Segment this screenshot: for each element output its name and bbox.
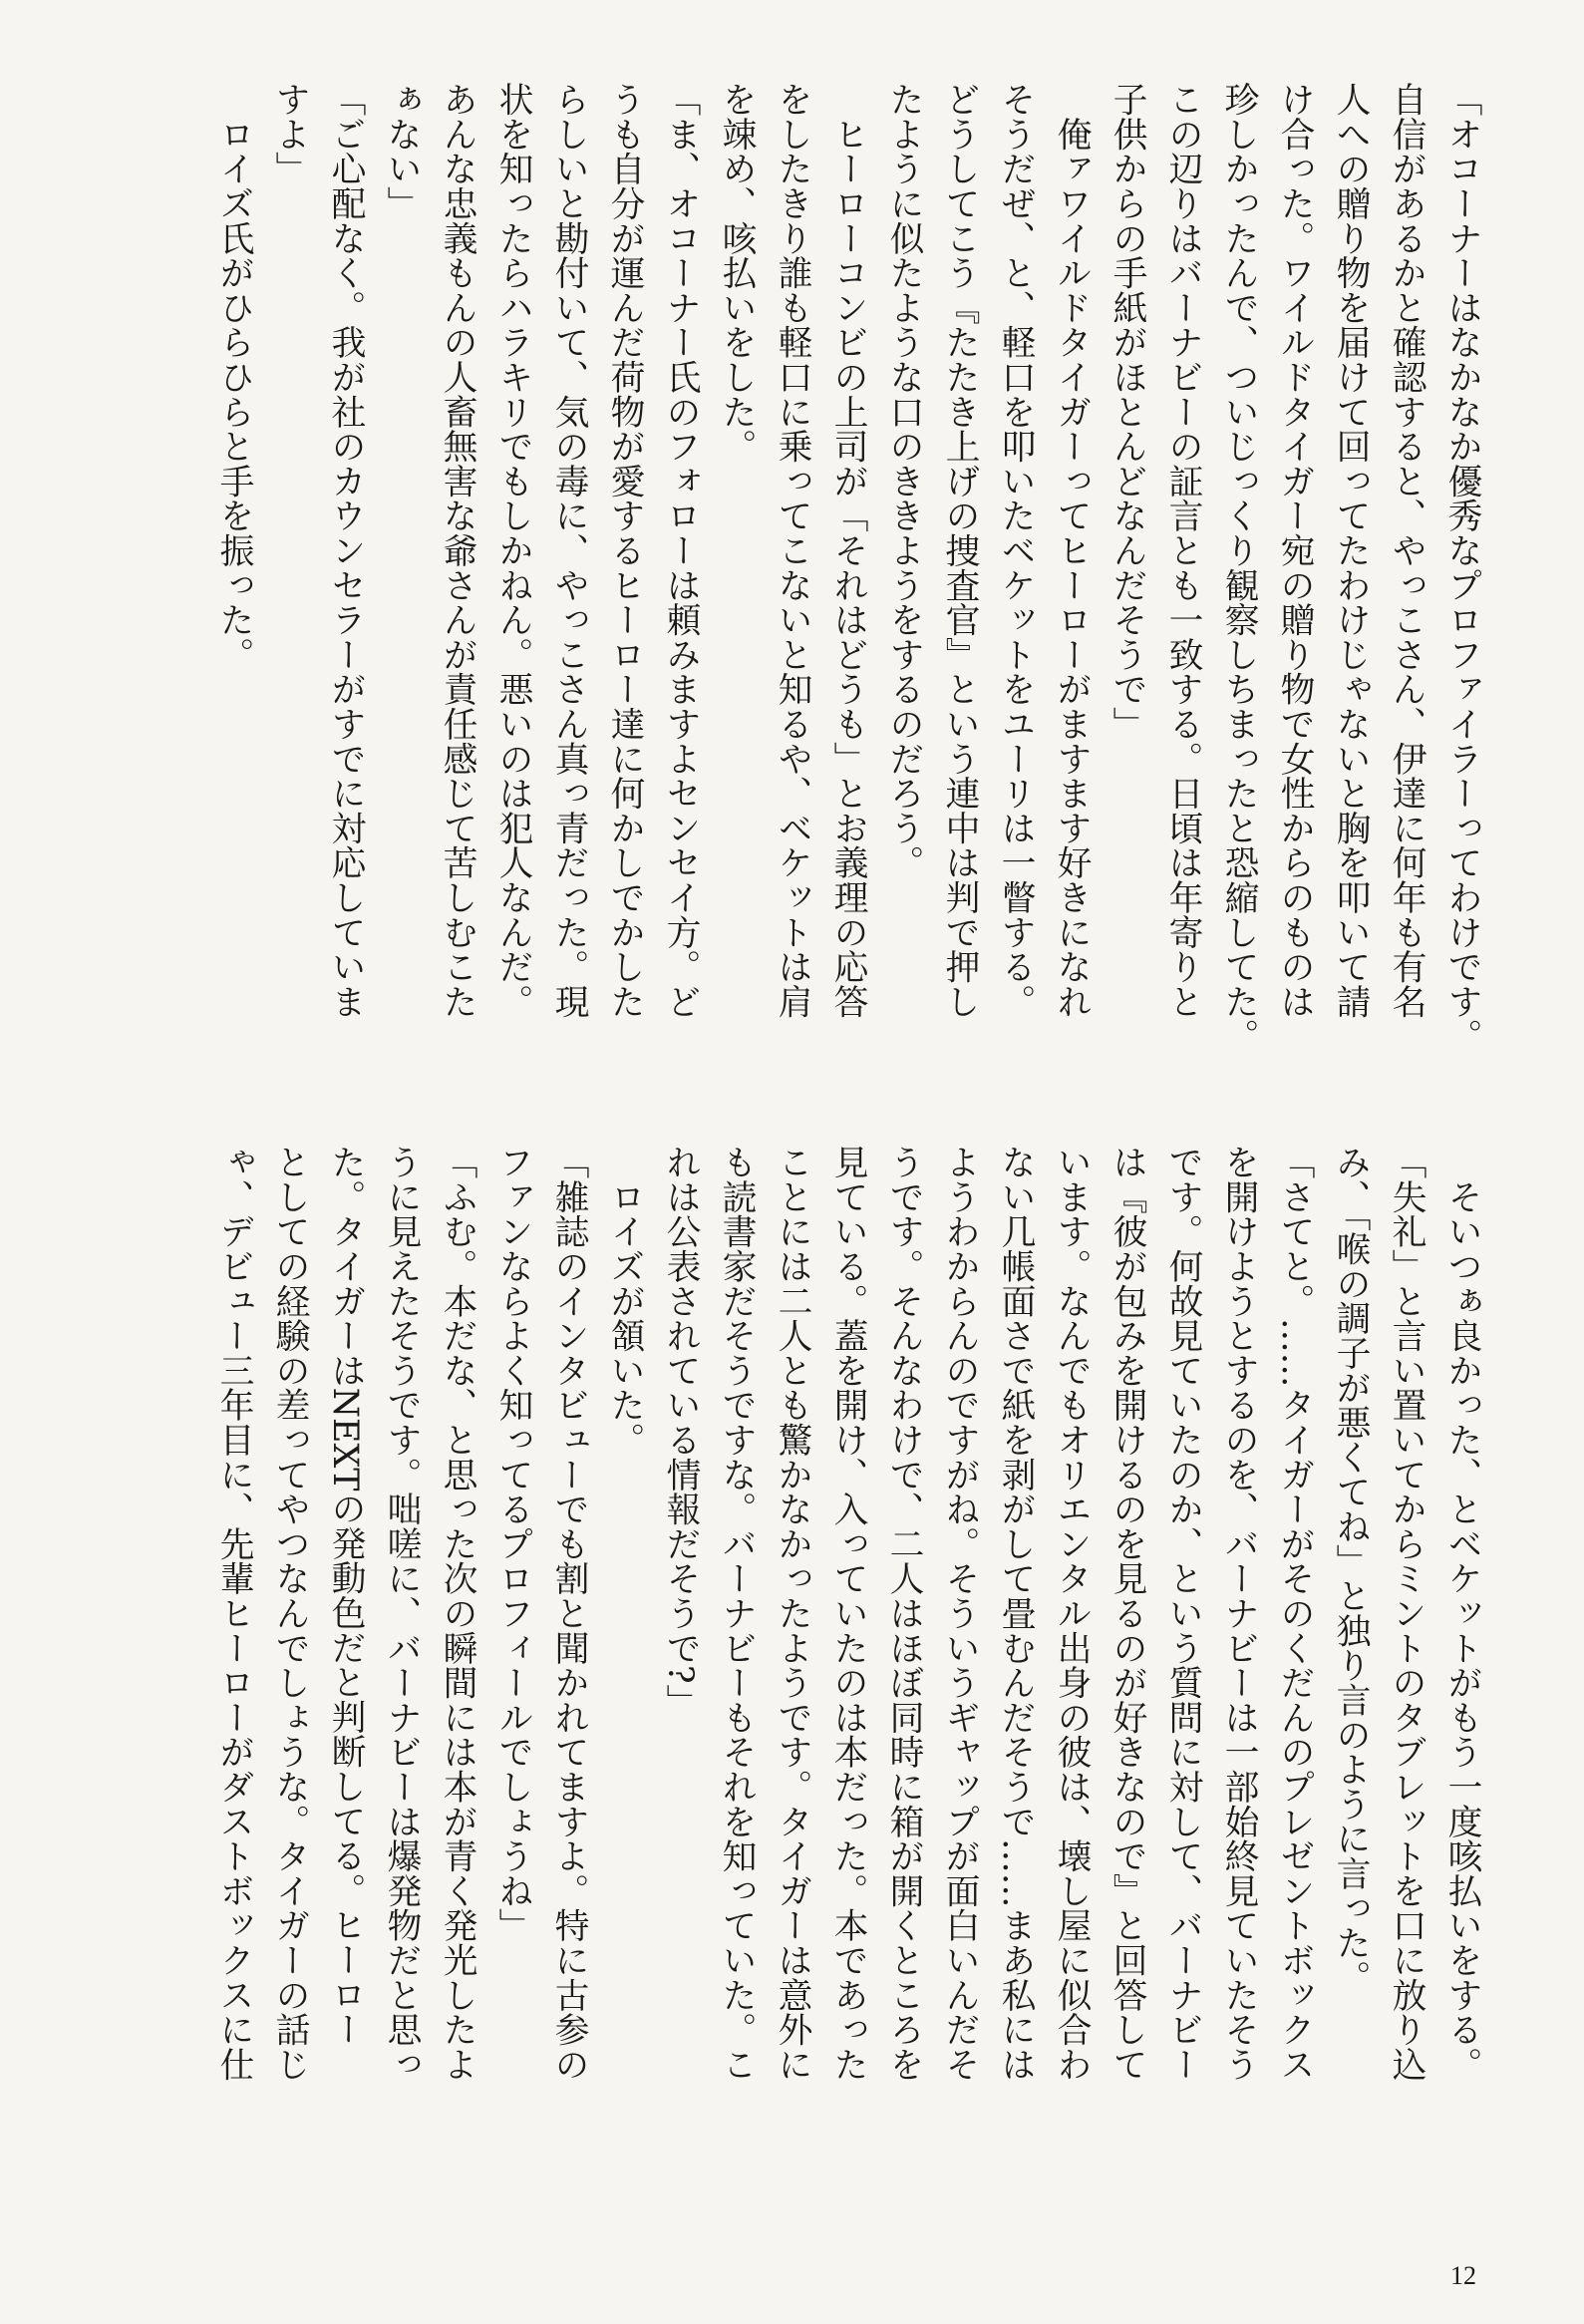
- text-line: ぁない」: [381, 82, 421, 221]
- text-line: ヒーローコンビの上司が「それはどうも」とお義理の応答: [827, 82, 867, 1019]
- text-line: この辺りはバーナビーの証言とも一致する。日頃は年寄りと: [1162, 82, 1202, 1019]
- text-line: です。何故見ていたのか、という質問に対して、バーナビー: [1162, 1145, 1202, 2082]
- text-line: み、「喉の調子が悪くてね」と独り言のように言った。: [1330, 1145, 1370, 1995]
- text-line: ようわからんのですがね。そういうギャップが面白いんだそ: [939, 1145, 979, 2082]
- page-number: 12: [1450, 2261, 1476, 2290]
- text-line: たように似たような口のききようをするのだろう。: [883, 82, 923, 880]
- text-line: 「ご心配なく。我が社のカウンセラーがすでに対応していま: [325, 82, 365, 1019]
- text-line: 人への贈り物を届けて回ってたわけじゃないと胸を叩いて請: [1330, 82, 1370, 1019]
- text-line: 「オコーナーはなかなか優秀なプロファイラーってわけです。: [1441, 82, 1481, 1054]
- text-line: をしたきり誰も軽口に乗ってこないと知るや、ベケットは肩: [772, 82, 811, 1019]
- text-line: 「雑誌のインタビューでも割と聞かれてますよ。特に古参の: [548, 1145, 588, 2082]
- text-line: らしいと勘付いて、気の毒に、やっこさん真っ青だった。現: [548, 82, 588, 1019]
- text-line: 「ま、オコーナー氏のフォローは頼みますよセンセイ方。ど: [660, 82, 700, 1019]
- text-line: 俺ァワイルドタイガーってヒーローがますます好きになれ: [1051, 82, 1091, 1019]
- text-line: ない几帳面さで紙を剥がして畳むんだそうで……まあ私には: [995, 1145, 1035, 2082]
- text-line: 見ている。蓋を開け、入っていたのは本だった。本であった: [827, 1145, 867, 2082]
- text-line: 自信があるかと確認すると、やっこさん、伊達に何年も有名: [1386, 82, 1426, 1019]
- text-line: ロイズ氏がひらひらと手を振った。: [213, 82, 253, 672]
- text-line: うに見えたそうです。咄嗟に、バーナビーは爆発物だと思っ: [381, 1145, 421, 2082]
- text-line: た。タイガーはNEXTの発動色だと判断してる。ヒーロー: [325, 1145, 365, 2047]
- text-line: は『彼が包みを開けるのを見るのが好きなので』と回答して: [1107, 1145, 1146, 2082]
- text-line: どうしてこう『たたき上げの捜査官』という連中は判で押し: [939, 82, 979, 1019]
- upper-text-block: [189, 82, 1485, 1137]
- text-line: そうだぜ、と、軽口を叩いたベケットをユーリは一瞥する。: [995, 82, 1035, 1019]
- lower-text-block: [189, 1145, 1485, 2251]
- text-line: 状を知ったらハラキリでもしかねん。悪いのは犯人なんだ。: [492, 82, 532, 1019]
- text-line: を開けようとするのを、バーナビーは一部始終見ていたそう: [1218, 1145, 1258, 2082]
- text-line: ファンならよく知ってるプロフィールでしょうね」: [492, 1145, 532, 1943]
- text-line: います。なんでもオリエンタル出身の彼は、壊し屋に似合わ: [1051, 1145, 1091, 2082]
- text-line: 「失礼」と言い置いてからミントのタブレットを口に放り込: [1386, 1145, 1426, 2082]
- text-line: すよ」: [269, 82, 309, 186]
- text-line: 子供からの手紙がほとんどなんだそうで」: [1107, 82, 1146, 742]
- text-line: あんな忠義もんの人畜無害な爺さんが責任感じて苦しむこた: [437, 82, 476, 1019]
- text-line: れは公表されている情報だそうで?」: [660, 1145, 700, 1719]
- text-line: ロイズが頷いた。: [604, 1145, 644, 1458]
- text-line: 「さてと。……タイガーがそのくだんのプレゼントボックス: [1274, 1145, 1314, 2082]
- text-line: ゃ、デビュー三年目に、先輩ヒーローがダストボックスに仕: [213, 1145, 253, 2082]
- text-line: うも自分が運んだ荷物が愛するヒーロー達に何かしでかした: [604, 82, 644, 1019]
- text-line: としての経験の差ってやつなんでしょうな。タイガーの話じ: [269, 1145, 309, 2082]
- text-line: を竦め、咳払いをした。: [716, 82, 756, 464]
- text-line: うです。そんなわけで、二人はほぼ同時に箱が開くところを: [883, 1145, 923, 2082]
- text-line: 「ふむ。本だな、と思った次の瞬間には本が青く発光したよ: [437, 1145, 476, 2082]
- text-line: も読書家だそうですな。バーナビーもそれを知っていた。こ: [716, 1145, 756, 2082]
- text-line: け合った。ワイルドタイガー宛の贈り物で女性からのものは: [1274, 82, 1314, 1019]
- text-line: 珍しかったんで、ついじっくり観察しちまったと恐縮してた。: [1218, 82, 1258, 1054]
- text-line: そいつぁ良かった、とベケットがもう一度咳払いをする。: [1441, 1145, 1481, 2082]
- text-line: ことには二人とも驚かなかったようです。タイガーは意外に: [772, 1145, 811, 2082]
